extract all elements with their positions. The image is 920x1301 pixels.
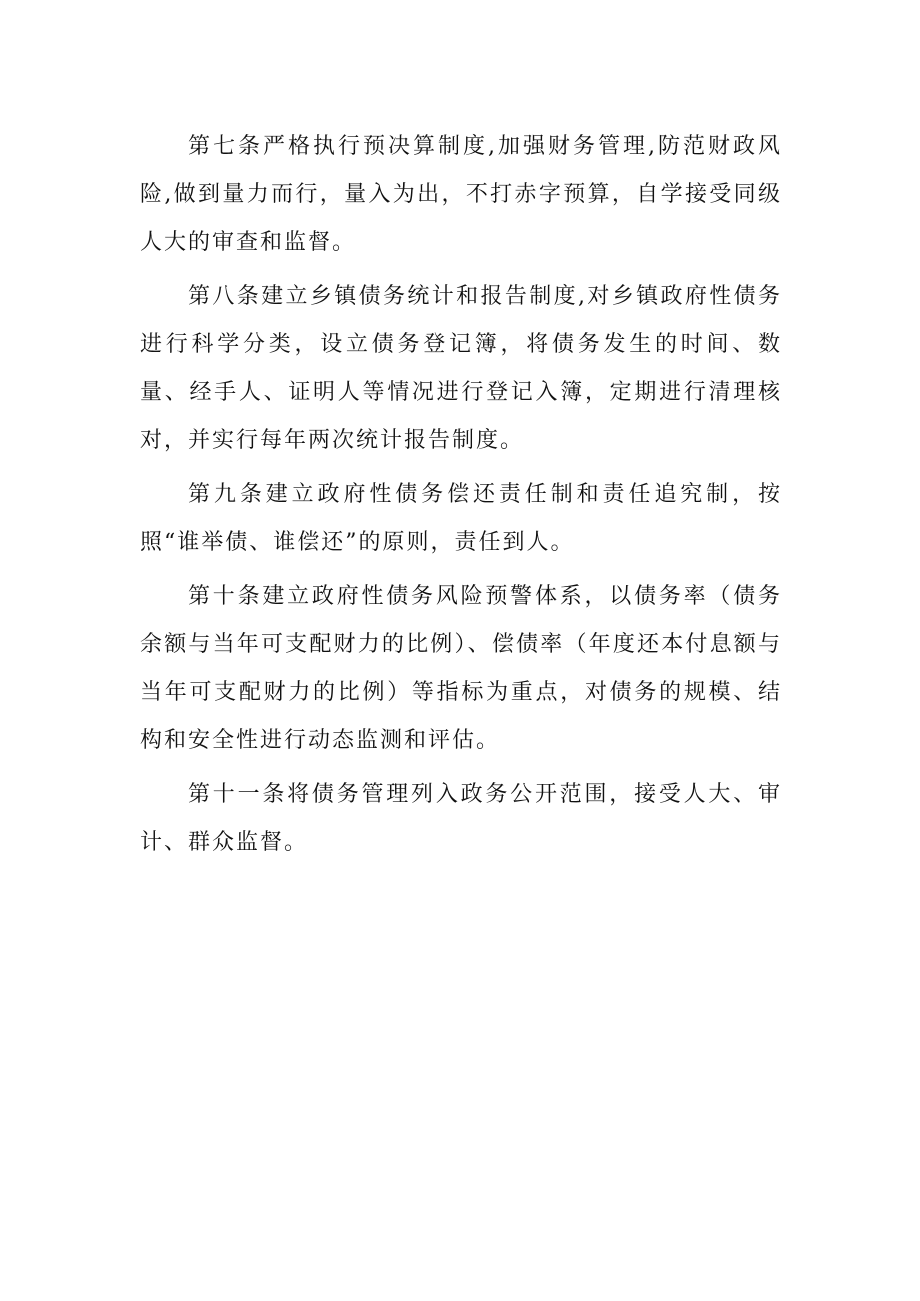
paragraph-article-9: 第九条建立政府性债务偿还责任制和责任追究制，按照“谁举债、谁偿还”的原则，责任到人。	[140, 482, 782, 555]
paragraph-article-10: 第十条建立政府性债务风险预警体系，以债务率（债务余额与当年可支配财力的比例）、偿债率（年度还本付息额与当年可支配财力的比例）等指标为重点，对债务的规模、结构和安全性进行动态监测和评估。	[140, 584, 782, 753]
paragraph-article-7: 第七条严格执行预决算制度,加强财务管理,防范财政风险,做到量力而行，量入为出，不打赤字预算，自学接受同级人大的审查和监督。	[140, 134, 782, 255]
paragraph-article-8: 第八条建立乡镇债务统计和报告制度,对乡镇政府性债务进行科学分类，设立债务登记簿，将债务发生的时间、数量、经手人、证明人等情况进行登记入簿，定期进行清理核对，并实行每年两次统计报告制度。	[140, 284, 782, 453]
document-body	[140, 123, 782, 873]
paragraph-article-11: 第十一条将债务管理列入政务公开范围，接受人大、审计、群众监督。	[140, 782, 782, 855]
